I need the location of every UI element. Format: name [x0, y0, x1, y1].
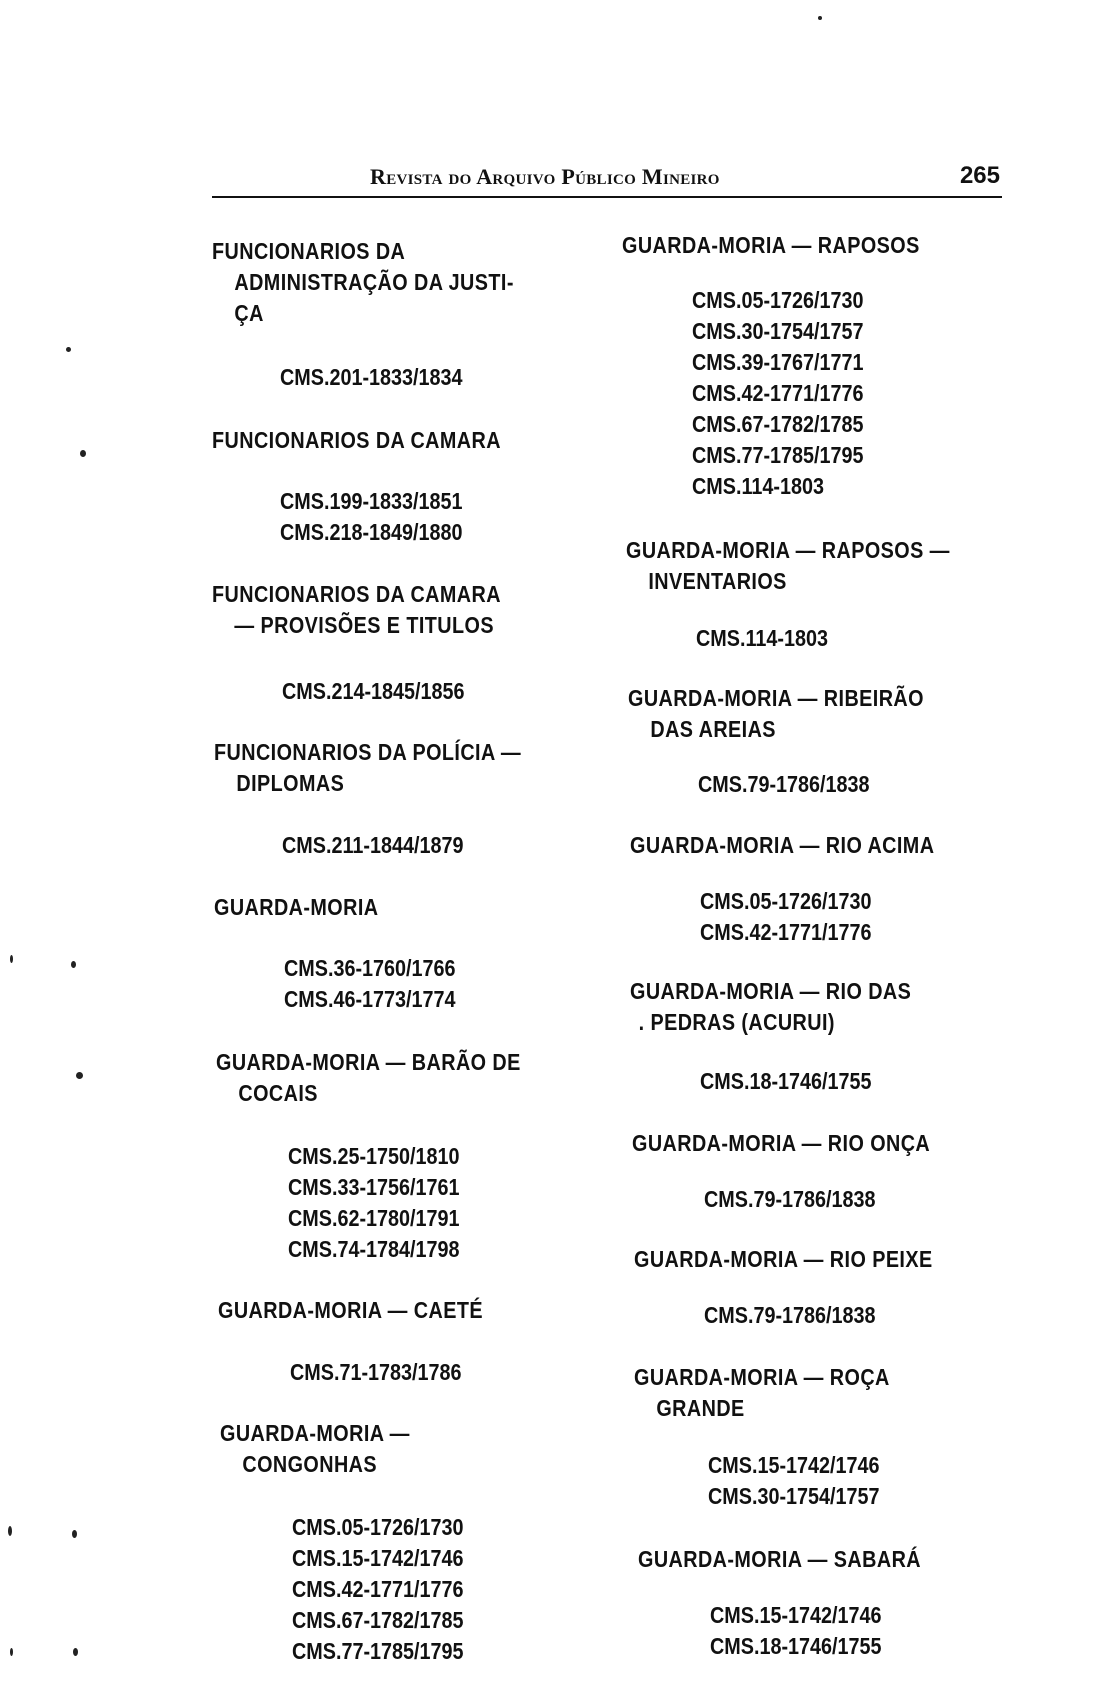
- reference-code: CMS.67-1782/1785: [692, 411, 864, 437]
- reference-code: CMS.36-1760/1766: [284, 955, 456, 981]
- reference-list: [282, 676, 465, 707]
- reference-code: CMS.114-1803: [696, 625, 828, 651]
- reference-code: CMS.211-1844/1879: [282, 832, 464, 858]
- index-heading: GUARDA-MORIA — RIO PEIXE: [634, 1246, 933, 1272]
- reference-list: [284, 953, 456, 1015]
- index-heading: GUARDA-MORIA — RIO DAS . PEDRAS (ACURUI): [630, 978, 912, 1035]
- running-title: Revista do Arquivo Público Mineiro: [370, 164, 720, 189]
- index-heading: GUARDA-MORIA — RIBEIRÃO DAS AREIAS: [628, 685, 924, 742]
- scan-speck: [76, 1072, 83, 1079]
- reference-list: [704, 1300, 876, 1331]
- reference-list: [704, 1184, 876, 1215]
- reference-code: CMS.18-1746/1755: [710, 1633, 882, 1659]
- scan-speck: [10, 1648, 13, 1656]
- reference-code: CMS.71-1783/1786: [290, 1359, 462, 1385]
- scan-speck: [66, 347, 71, 352]
- reference-list: [696, 623, 828, 654]
- reference-code: CMS.42-1771/1776: [692, 380, 864, 406]
- reference-code: CMS.74-1784/1798: [288, 1236, 460, 1262]
- reference-code: CMS.201-1833/1834: [280, 364, 463, 390]
- reference-list: [700, 1066, 872, 1097]
- reference-code: CMS.33-1756/1761: [288, 1174, 460, 1200]
- index-heading: GUARDA-MORIA — SABARÁ: [638, 1546, 922, 1572]
- index-heading: GUARDA-MORIA — RAPOSOS — INVENTARIOS: [626, 537, 950, 594]
- index-heading: GUARDA-MORIA — ROÇA GRANDE: [634, 1364, 890, 1421]
- scan-speck: [72, 1530, 77, 1538]
- scan-speck: [71, 961, 76, 968]
- reference-code: CMS.42-1771/1776: [700, 919, 872, 945]
- reference-code: CMS.42-1771/1776: [292, 1576, 464, 1602]
- reference-code: CMS.15-1742/1746: [708, 1452, 880, 1478]
- reference-code: CMS.18-1746/1755: [700, 1068, 872, 1094]
- scan-speck: [10, 955, 13, 963]
- reference-code: CMS.30-1754/1757: [692, 318, 864, 344]
- reference-code: CMS.218-1849/1880: [280, 519, 463, 545]
- reference-list: [290, 1357, 462, 1388]
- reference-code: CMS.25-1750/1810: [288, 1143, 460, 1169]
- reference-list: [292, 1512, 464, 1667]
- page-number: 265: [959, 162, 1000, 189]
- reference-code: CMS.15-1742/1746: [710, 1602, 882, 1628]
- scan-speck: [73, 1648, 78, 1656]
- reference-code: CMS.62-1780/1791: [288, 1205, 460, 1231]
- reference-code: CMS.67-1782/1785: [292, 1607, 464, 1633]
- index-heading: GUARDA-MORIA — CONGONHAS: [220, 1420, 410, 1477]
- reference-code: CMS.77-1785/1795: [292, 1638, 464, 1664]
- reference-code: CMS.214-1845/1856: [282, 678, 465, 704]
- reference-list: [700, 886, 872, 948]
- reference-code: CMS.05-1726/1730: [692, 287, 864, 313]
- reference-code: CMS.79-1786/1838: [698, 771, 870, 797]
- reference-code: CMS.114-1803: [692, 473, 824, 499]
- reference-list: [698, 769, 870, 800]
- scan-speck: [8, 1526, 12, 1536]
- reference-code: CMS.79-1786/1838: [704, 1302, 876, 1328]
- reference-code: CMS.79-1786/1838: [704, 1186, 876, 1212]
- reference-list: [282, 830, 463, 861]
- reference-list: [280, 362, 463, 393]
- reference-code: CMS.05-1726/1730: [700, 888, 872, 914]
- reference-list: [710, 1600, 882, 1662]
- reference-code: CMS.39-1767/1771: [692, 349, 864, 375]
- index-heading: GUARDA-MORIA: [214, 894, 379, 920]
- index-heading: GUARDA-MORIA — RIO ONÇA: [632, 1130, 931, 1156]
- running-header: [212, 162, 1002, 198]
- reference-list: [288, 1141, 460, 1265]
- reference-list: [708, 1450, 880, 1512]
- reference-code: CMS.46-1773/1774: [284, 986, 456, 1012]
- index-heading: GUARDA-MORIA — RIO ACIMA: [630, 832, 935, 858]
- reference-code: CMS.15-1742/1746: [292, 1545, 464, 1571]
- index-heading: FUNCIONARIOS DA ADMINISTRAÇÃO DA JUSTI- ÇA: [212, 238, 514, 326]
- reference-code: CMS.77-1785/1795: [692, 442, 864, 468]
- reference-code: CMS.05-1726/1730: [292, 1514, 464, 1540]
- index-heading: GUARDA-MORIA — BARÃO DE COCAIS: [216, 1049, 521, 1106]
- reference-code: CMS.199-1833/1851: [280, 488, 463, 514]
- scan-speck: [80, 450, 86, 457]
- reference-code: CMS.30-1754/1757: [708, 1483, 880, 1509]
- index-heading: GUARDA-MORIA — CAETÉ: [218, 1297, 484, 1323]
- index-heading: FUNCIONARIOS DA CAMARA — PROVISÕES E TITULOS: [212, 581, 501, 638]
- index-heading: FUNCIONARIOS DA POLÍCIA — DIPLOMAS: [214, 739, 522, 796]
- index-heading: GUARDA-MORIA — RAPOSOS: [622, 232, 920, 258]
- reference-list: [280, 486, 463, 548]
- scan-speck: [818, 16, 822, 20]
- index-heading: FUNCIONARIOS DA CAMARA: [212, 427, 501, 453]
- reference-list: [692, 285, 864, 502]
